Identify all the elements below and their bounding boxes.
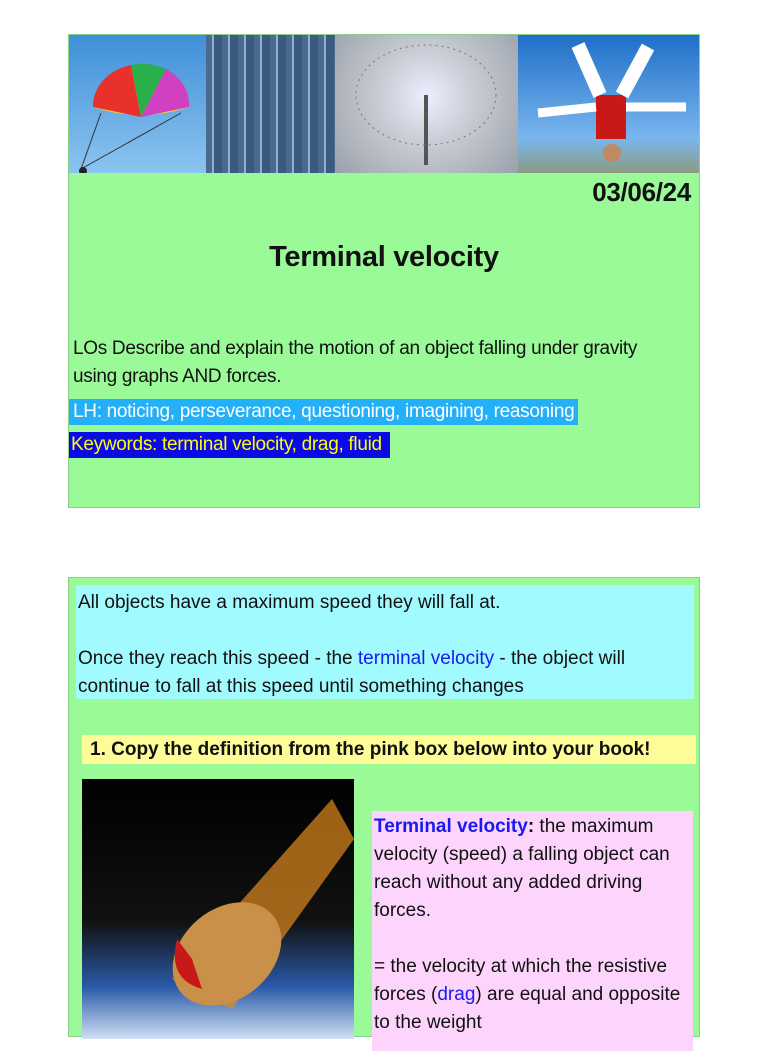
learning-objectives: LOs Describe and explain the motion of an object falling under gravity using graphs AND forces. — [73, 338, 638, 387]
intro-line-2 — [78, 645, 692, 701]
definition-slide — [68, 577, 700, 1037]
meteor-image — [82, 779, 354, 1039]
term-highlight: terminal velocity — [357, 648, 495, 669]
text: ) are equal and opposite to the weight — [374, 984, 681, 1033]
definition-text: the maximum velocity (speed) a falling object can reach without any added driving forces. — [374, 816, 670, 921]
date: 03/06/24 — [592, 177, 691, 207]
parachute-image — [69, 35, 206, 173]
raindrops-image — [206, 35, 336, 173]
snowy-tree-image — [335, 35, 517, 173]
title-slide — [68, 34, 700, 508]
definition — [374, 813, 691, 925]
drag-highlight: drag — [437, 984, 476, 1005]
image-strip — [69, 35, 699, 173]
instruction-box: 1. Copy the definition from the pink box below into your book! — [82, 735, 696, 764]
intro-line-1: All objects have a maximum speed they will fall at. — [78, 592, 501, 613]
keywords: Keywords: terminal velocity, drag, fluid — [69, 432, 390, 458]
intro-box — [76, 585, 694, 699]
text: = the velocity at which the resistive forces ( — [374, 956, 668, 1005]
definition-2 — [374, 953, 691, 1037]
definition-box — [372, 811, 693, 1051]
learning-habits: LH: noticing, perseverance, questioning, imagining, reasoning — [69, 399, 578, 425]
text: - the object will continue to fall at this speed until something changes — [78, 648, 626, 697]
page-title: Terminal velocity — [269, 241, 499, 273]
definition-term: Terminal velocity — [374, 816, 528, 837]
skydiver-image — [518, 35, 699, 173]
colon: : — [527, 816, 535, 837]
text: Once they reach this speed - the — [78, 648, 358, 669]
